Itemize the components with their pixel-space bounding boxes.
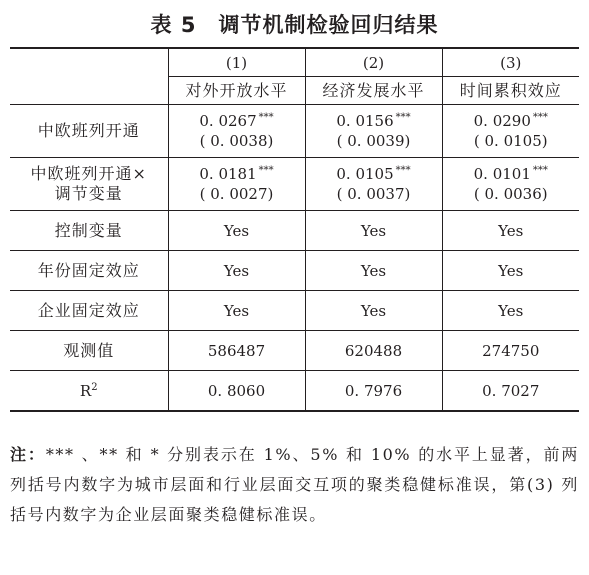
header-corner-cell <box>10 48 168 105</box>
column-number-2: (2) <box>305 48 442 77</box>
se-value: ( 0. 0036) <box>473 185 548 203</box>
table-title <box>0 9 589 39</box>
table-cell: Yes <box>168 291 305 331</box>
row-label: 中欧班列开通× 调节变量 <box>10 158 168 211</box>
table-cell: 620488 <box>305 331 442 371</box>
column-number-1: (1) <box>168 48 305 77</box>
row-label: 观测值 <box>10 331 168 371</box>
table-row <box>10 291 579 331</box>
column-name-1: 对外开放水平 <box>168 77 305 105</box>
table-cell: Yes <box>305 251 442 291</box>
table-caption: 调节机制检验回归结果 <box>218 13 439 37</box>
note-text: *** 、** 和 * 分别表示在 1%、5% 和 10% 的水平上显著，前两列括号内数字为城市层面和行业层面交互项的聚类稳健标准误，第(3) 列括号内数字为企业层面聚类稳健标准误。 <box>10 445 580 524</box>
coef-cell: 0. 0105 *** ( 0. 0037) <box>305 158 442 211</box>
table-cell: 0. 7027 <box>442 371 579 412</box>
se-value: ( 0. 0105) <box>473 132 548 150</box>
table-cell: Yes <box>168 211 305 251</box>
table-cell: 586487 <box>168 331 305 371</box>
row-label: 控制变量 <box>10 211 168 251</box>
table-cell: Yes <box>442 251 579 291</box>
column-name-2: 经济发展水平 <box>305 77 442 105</box>
coef-cell: 0. 0101 *** ( 0. 0036) <box>442 158 579 211</box>
table-cell: 0. 7976 <box>305 371 442 412</box>
coef-cell: 0. 0181 *** ( 0. 0027) <box>168 158 305 211</box>
row-label: 中欧班列开通 <box>10 105 168 158</box>
note-label: 注： <box>10 445 46 464</box>
coef-cell: 0. 0267 *** ( 0. 0038) <box>168 105 305 158</box>
column-number-3: (3) <box>442 48 579 77</box>
table-row <box>10 105 579 158</box>
row-label: 企业固定效应 <box>10 291 168 331</box>
column-name-3: 时间累积效应 <box>442 77 579 105</box>
table-cell: 0. 8060 <box>168 371 305 412</box>
se-value: ( 0. 0037) <box>336 185 411 203</box>
table-row <box>10 251 579 291</box>
table-row <box>10 211 579 251</box>
coef-cell: 0. 0290 *** ( 0. 0105) <box>442 105 579 158</box>
se-value: ( 0. 0027) <box>199 185 274 203</box>
table-cell: Yes <box>442 291 579 331</box>
header-row-numbers <box>10 48 579 77</box>
regression-table <box>10 47 579 412</box>
table-row <box>10 331 579 371</box>
table-cell: Yes <box>168 251 305 291</box>
table-cell: Yes <box>442 211 579 251</box>
se-value: ( 0. 0039) <box>336 132 411 150</box>
table-cell: 274750 <box>442 331 579 371</box>
row-label: $R^2$ <box>10 371 168 412</box>
coef-cell: 0. 0156 *** ( 0. 0039) <box>305 105 442 158</box>
se-value: ( 0. 0038) <box>199 132 274 150</box>
table-row <box>10 371 579 412</box>
table-cell: Yes <box>305 291 442 331</box>
table-cell: Yes <box>305 211 442 251</box>
table-note <box>10 440 579 530</box>
table-row <box>10 158 579 211</box>
row-label: 年份固定效应 <box>10 251 168 291</box>
table-number: 表 5 <box>150 13 197 37</box>
